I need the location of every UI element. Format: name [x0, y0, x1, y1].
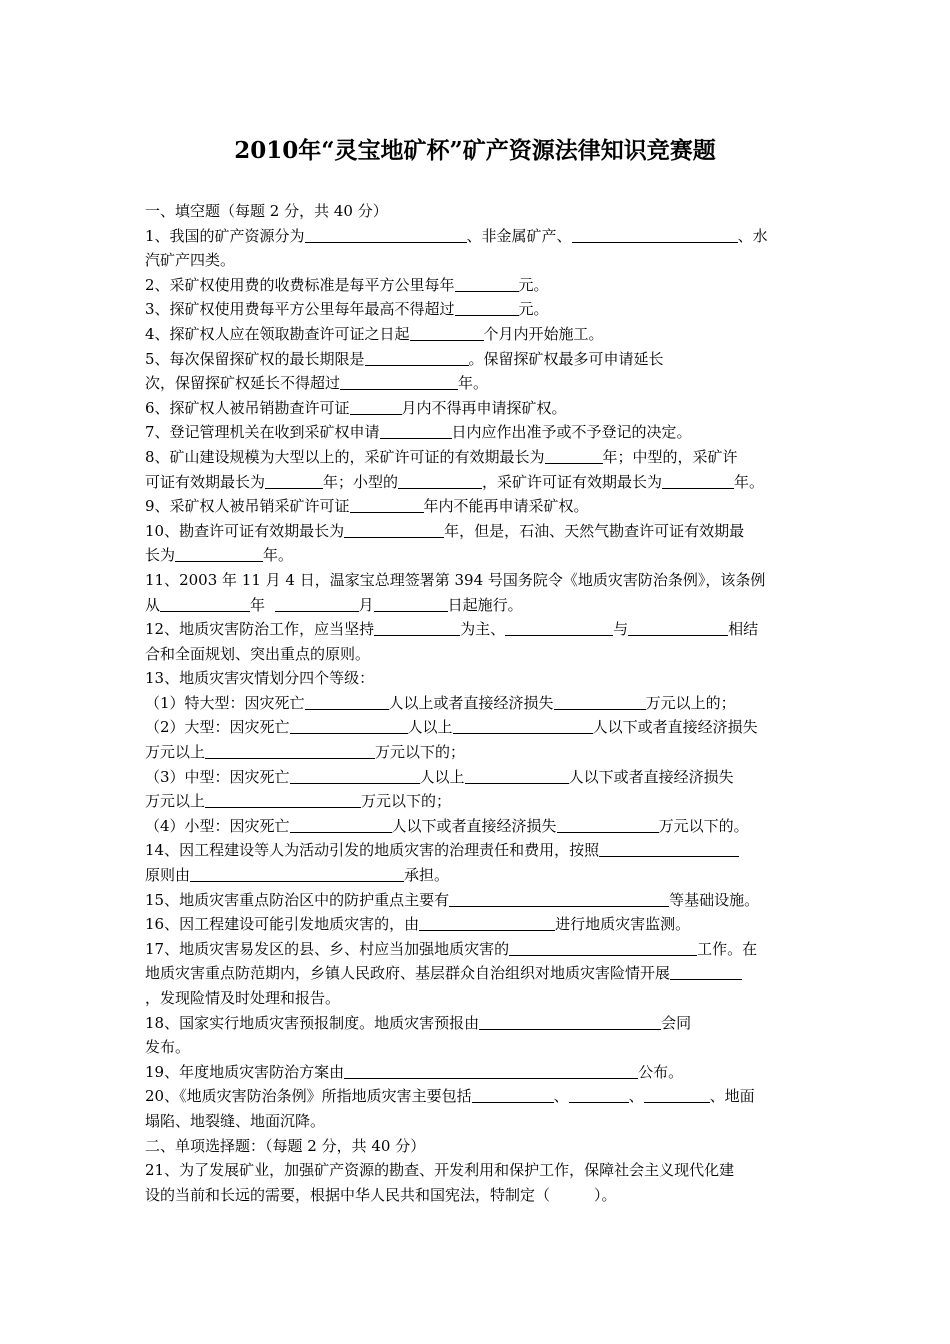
question-10-line-2: 长为 年。	[145, 546, 294, 565]
answer-blank[interactable]	[265, 471, 323, 489]
answer-blank[interactable]	[644, 1085, 710, 1103]
answer-blank[interactable]	[305, 692, 389, 710]
question-13-item-3-line-1: （3）中型：因灾死亡 人以上 人以下或者直接经济损失	[145, 767, 734, 786]
document-body	[145, 199, 813, 1207]
answer-blank[interactable]	[344, 520, 444, 538]
question-17-line-3: ，发现险情及时处理和报告。	[145, 989, 341, 1007]
answer-blank[interactable]	[290, 766, 420, 784]
question-12-line-1: 12、地质灾害防治工作，应当坚持 为主、 与 相结	[145, 620, 759, 639]
question-14-line-2: 原则由 承担。	[145, 866, 450, 885]
answer-blank[interactable]	[569, 1085, 629, 1103]
question-12-line-2: 合和全面规划、突出重点的原则。	[145, 644, 371, 663]
question-21-line-2: 设的当前和长远的需要，根据中华人民共和国宪法，特制定（ ）。	[145, 1185, 617, 1204]
answer-blank[interactable]	[350, 495, 424, 513]
answer-blank[interactable]	[205, 741, 375, 759]
question-5-line-2: 次，保留探矿权延长不得超过 年。	[145, 374, 489, 393]
question-17-line-1: 17、地质灾害易发区的县、乡、村应当加强地质灾害的 工作。在	[145, 939, 758, 958]
question-1-line-2: 汽矿产四类。	[145, 251, 236, 270]
answer-blank[interactable]	[190, 864, 404, 882]
answer-blank[interactable]	[455, 298, 519, 316]
answer-blank[interactable]	[670, 962, 742, 980]
question-9: 9、采矿权人被吊销采矿许可证 年内不能再申请采矿权。	[145, 497, 589, 516]
answer-blank[interactable]	[479, 1012, 661, 1030]
answer-blank[interactable]	[455, 274, 519, 292]
answer-blank[interactable]	[344, 1061, 638, 1079]
answer-blank[interactable]	[374, 618, 460, 636]
question-21-line-1: 21、为了发展矿业，加强矿产资源的勘查、开发利用和保护工作，保障社会主义现代化建	[145, 1161, 735, 1180]
question-13-item-2-line-2: 万元以上 万元以下的；	[145, 743, 466, 762]
question-13-item-3-line-2: 万元以上 万元以下的；	[145, 792, 452, 811]
answer-blank[interactable]	[465, 766, 569, 784]
answer-blank[interactable]	[419, 913, 555, 931]
answer-blank[interactable]	[305, 225, 467, 243]
question-14-line-1: 14、因工程建设等人为活动引发的地质灾害的治理责任和费用，按照	[145, 838, 813, 863]
question-13-heading: 13、地质灾害灾情划分四个等级：	[145, 669, 375, 688]
answer-blank[interactable]	[380, 421, 452, 439]
answer-blank[interactable]	[290, 815, 392, 833]
question-19: 19、年度地质灾害防治方案由 公布。	[145, 1062, 684, 1081]
answer-blank[interactable]	[275, 594, 359, 612]
answer-blank[interactable]	[410, 323, 484, 341]
answer-blank[interactable]	[205, 790, 361, 808]
question-11-line-1: 11、2003 年 11 月 4 日，温家宝总理签署第 394 号国务院令《地质灾害防治条例》，该条例	[145, 570, 766, 589]
question-6: 6、探矿权人被吊销勘查许可证 月内不得再申请探矿权。	[145, 398, 567, 417]
answer-blank[interactable]	[374, 594, 448, 612]
answer-blank[interactable]	[290, 716, 408, 734]
question-4: 4、探矿权人应在领取勘查许可证之日起 个月内开始施工。	[145, 324, 604, 343]
answer-blank[interactable]	[398, 471, 482, 489]
question-16: 16、因工程建设可能引发地质灾害的，由 进行地质灾害监测。	[145, 915, 691, 934]
question-18-line-1: 18、国家实行地质灾害预报制度。地质灾害预报由 会同	[145, 1013, 692, 1032]
question-20-line-1: 20、《地质灾害防治条例》所指地质灾害主要包括 、 、 、地面	[145, 1087, 755, 1106]
question-18-line-2: 发布。	[145, 1038, 191, 1057]
answer-blank[interactable]	[599, 839, 739, 857]
question-13-item-4: （4）小型：因灾死亡 人以下或者直接经济损失 万元以下的。	[145, 816, 749, 835]
question-10-line-1: 10、勘查许可证有效期最长为 年，但是，石油、天然气勘查许可证有效期最	[145, 521, 745, 540]
document-title: 2010年“灵宝地矿杯”矿产资源法律知识竞赛题	[234, 137, 716, 164]
answer-blank[interactable]	[160, 594, 250, 612]
question-5-line-1: 5、每次保留探矿权的最长期限是 。保留探矿权最多可申请延长	[145, 349, 664, 368]
answer-blank[interactable]	[350, 397, 402, 415]
question-3: 3、探矿权使用费每平方公里每年最高不得超过 元。	[145, 300, 549, 319]
question-8-line-1: 8、矿山建设规模为大型以上的，采矿许可证的有效期最长为 年；中型的，采矿许	[145, 447, 738, 466]
section-heading: 二、单项选择题：（每题 2 分，共 40 分）	[145, 1136, 426, 1155]
question-15: 15、地质灾害重点防治区中的防护重点主要有 等基础设施。	[145, 890, 760, 909]
question-11-line-2: 从 年 月 日起施行。	[145, 595, 523, 614]
question-13-item-2-line-1: （2）大型：因灾死亡 人以上 人以下或者直接经济损失	[145, 718, 758, 737]
answer-blank[interactable]	[572, 225, 738, 243]
answer-blank[interactable]	[453, 716, 593, 734]
question-8-line-2: 可证有效期最长为 年；小型的 ，采矿许可证有效期最长为 年。	[145, 472, 765, 491]
question-17-line-2: 地质灾害重点防范期内，乡镇人民政府、基层群众自治组织对地质灾害险情开展	[145, 961, 813, 986]
question-7: 7、登记管理机关在收到采矿权申请 日内应作出准予或不予登记的决定。	[145, 423, 692, 442]
answer-blank[interactable]	[662, 471, 734, 489]
answer-blank[interactable]	[557, 815, 659, 833]
question-20-line-2: 塌陷、地裂缝、地面沉降。	[145, 1111, 326, 1130]
answer-blank[interactable]	[509, 938, 697, 956]
answer-blank[interactable]	[628, 618, 728, 636]
question-1-line-1: 1、我国的矿产资源分为 、非金属矿产、 、水	[145, 226, 768, 245]
answer-blank[interactable]	[340, 372, 458, 390]
section-heading: 一、填空题（每题 2 分，共 40 分）	[145, 202, 388, 220]
answer-blank[interactable]	[472, 1085, 554, 1103]
question-2: 2、采矿权使用费的收费标准是每平方公里每年 元。	[145, 275, 549, 294]
question-13-item-1: （1）特大型：因灾死亡 人以上或者直接经济损失 万元以上的；	[145, 693, 736, 712]
answer-blank[interactable]	[505, 618, 613, 636]
answer-blank[interactable]	[554, 692, 646, 710]
answer-blank[interactable]	[365, 348, 469, 366]
answer-blank[interactable]	[545, 446, 603, 464]
answer-blank[interactable]	[449, 889, 669, 907]
answer-blank[interactable]	[175, 544, 263, 562]
